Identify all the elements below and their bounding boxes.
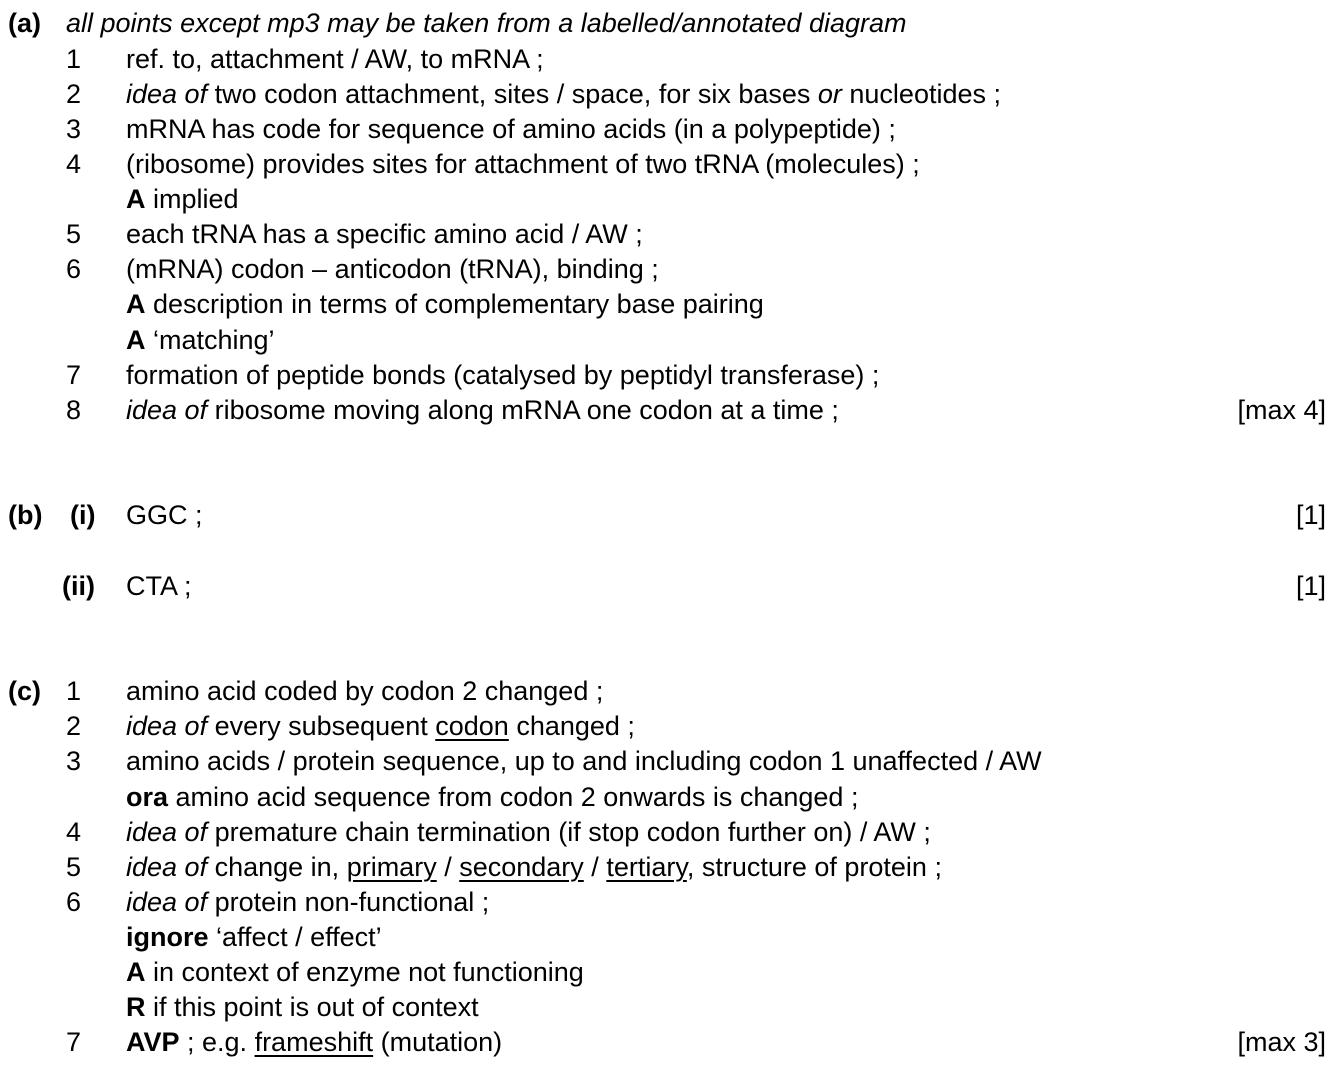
- point-number: 8: [66, 395, 82, 425]
- part-a-mark: [max 4]: [1237, 395, 1326, 425]
- reject-text: if this point is out of context: [145, 992, 479, 1022]
- point-text: each tRNA has a specific amino acid / AW ;: [126, 219, 643, 249]
- point-text-part: ribosome moving along mRNA one codon at a time ;: [207, 395, 839, 425]
- ignore-prefix: ignore: [126, 922, 209, 952]
- underlined-term: codon: [435, 711, 509, 741]
- accept-note: [126, 287, 764, 322]
- point-number: 2: [66, 79, 82, 109]
- part-a-point-3: [0, 112, 1335, 147]
- point-number: 5: [66, 852, 82, 882]
- part-c-mark: [max 3]: [1237, 1027, 1326, 1057]
- point-number: 4: [66, 149, 82, 179]
- reject-note: [126, 990, 479, 1025]
- part-a-point-6-accept-1: [0, 287, 1335, 322]
- part-a-point-2: [0, 77, 1335, 112]
- point-number: 6: [66, 254, 82, 284]
- accept-text: implied: [145, 184, 239, 214]
- underlined-term: secondary: [459, 852, 584, 882]
- part-c-point-4: [0, 815, 1335, 850]
- idea-of-qualifier: idea of: [126, 711, 208, 741]
- underlined-term: tertiary: [606, 852, 687, 882]
- part-c-point-6-reject: [0, 990, 1335, 1025]
- point-text: [126, 709, 635, 744]
- point-number: 4: [66, 817, 82, 847]
- point-number: 2: [66, 711, 82, 741]
- point-text-part: /: [583, 852, 607, 882]
- point-text-part: ; e.g.: [179, 1027, 255, 1057]
- point-text: [126, 77, 1001, 112]
- point-text: amino acids / protein sequence, up to and including codon 1 unaffected / AW: [126, 746, 1042, 776]
- point-number: 5: [66, 219, 82, 249]
- part-b-ii-line: [0, 569, 1335, 604]
- point-text-part: protein non-functional ;: [207, 887, 490, 917]
- point-text: [126, 393, 839, 428]
- part-b-label: (b): [8, 500, 43, 530]
- accept-note: [126, 182, 239, 217]
- point-text-part: every subsequent: [207, 711, 436, 741]
- point-text: [126, 885, 489, 920]
- part-c-point-5: [0, 850, 1335, 885]
- ora-prefix: ora: [126, 782, 169, 812]
- ignore-text: ‘affect / effect’: [208, 922, 382, 952]
- point-number: 3: [66, 114, 82, 144]
- part-c-point-2: [0, 709, 1335, 744]
- point-number: 7: [66, 360, 82, 390]
- part-b-ii-answer: CTA ;: [126, 571, 192, 601]
- point-text-part: change in,: [207, 852, 347, 882]
- part-b-ii-mark: [1]: [1295, 571, 1326, 601]
- accept-note: [126, 323, 275, 358]
- point-text-part: premature chain termination (if stop codon further on) / AW ;: [207, 817, 931, 847]
- underlined-term: primary: [346, 852, 437, 882]
- part-a-point-6-accept-2: [0, 323, 1335, 358]
- accept-note: [126, 955, 584, 990]
- point-number: 1: [66, 676, 82, 706]
- part-b-i-answer: GGC ;: [126, 500, 203, 530]
- accept-text: description in terms of complementary base pairing: [145, 289, 764, 319]
- point-number: 1: [66, 44, 82, 74]
- part-c-point-3: [0, 744, 1335, 779]
- point-number: 6: [66, 887, 82, 917]
- part-c-point-6: [0, 885, 1335, 920]
- point-text: (ribosome) provides sites for attachment of two tRNA (molecules) ;: [126, 149, 920, 179]
- part-a-label: (a): [8, 8, 41, 38]
- part-a-point-1: [0, 42, 1335, 77]
- point-text-part: nucleotides ;: [841, 79, 1001, 109]
- part-a-intro-line: [0, 6, 1335, 41]
- ignore-note: [126, 920, 382, 955]
- part-a-point-4: [0, 147, 1335, 182]
- part-a-point-5: [0, 217, 1335, 252]
- accept-text: in context of enzyme not functioning: [145, 957, 584, 987]
- point-text-part: /: [436, 852, 460, 882]
- idea-of-qualifier: idea of: [126, 852, 208, 882]
- point-text: [126, 1025, 502, 1060]
- idea-of-qualifier: idea of: [126, 887, 208, 917]
- point-text: [126, 815, 931, 850]
- avp-label: AVP: [126, 1027, 180, 1057]
- point-text: (mRNA) codon – anticodon (tRNA), binding ;: [126, 254, 659, 284]
- idea-of-qualifier: idea of: [126, 79, 208, 109]
- part-b-i-mark: [1]: [1295, 500, 1326, 530]
- reject-prefix: R: [126, 992, 146, 1022]
- part-c-point-6-ignore: [0, 920, 1335, 955]
- point-text-part: , structure of protein ;: [686, 852, 942, 882]
- point-text: mRNA has code for sequence of amino acids (in a polypeptide) ;: [126, 114, 896, 144]
- part-a-point-6: [0, 252, 1335, 287]
- part-b-i-label: (i): [70, 500, 96, 530]
- part-a-point-8: [0, 393, 1335, 428]
- point-text: ref. to, attachment / AW, to mRNA ;: [126, 44, 544, 74]
- part-a-point-4-accept: [0, 182, 1335, 217]
- part-c-point-3-ora: [0, 780, 1335, 815]
- part-a-point-7: [0, 358, 1335, 393]
- point-text: formation of peptide bonds (catalysed by peptidyl transferase) ;: [126, 360, 880, 390]
- accept-prefix: A: [126, 289, 146, 319]
- ora-note: [126, 780, 858, 815]
- part-a-intro: all points except mp3 may be taken from a labelled/annotated diagram: [66, 8, 907, 38]
- point-text: [126, 850, 942, 885]
- underlined-term: frameshift: [254, 1027, 374, 1057]
- point-number: 7: [66, 1027, 82, 1057]
- part-c-point-1: [0, 674, 1335, 709]
- part-c-point-7: [0, 1025, 1335, 1060]
- accept-prefix: A: [126, 184, 146, 214]
- part-b-i-line: [0, 498, 1335, 533]
- idea-of-qualifier: idea of: [126, 817, 208, 847]
- point-text-part: (mutation): [373, 1027, 503, 1057]
- point-text-part: two codon attachment, sites / space, for six bases: [207, 79, 818, 109]
- part-c-label: (c): [8, 676, 41, 706]
- accept-prefix: A: [126, 957, 146, 987]
- idea-of-qualifier: idea of: [126, 395, 208, 425]
- part-c-point-6-accept: [0, 955, 1335, 990]
- accept-prefix: A: [126, 325, 146, 355]
- accept-text: ‘matching’: [145, 325, 275, 355]
- point-number: 3: [66, 746, 82, 776]
- ora-text: amino acid sequence from codon 2 onwards is changed ;: [168, 782, 859, 812]
- part-b-ii-label: (ii): [62, 571, 95, 601]
- or-qualifier: or: [817, 79, 842, 109]
- point-text-part: changed ;: [508, 711, 635, 741]
- point-text: amino acid coded by codon 2 changed ;: [126, 676, 604, 706]
